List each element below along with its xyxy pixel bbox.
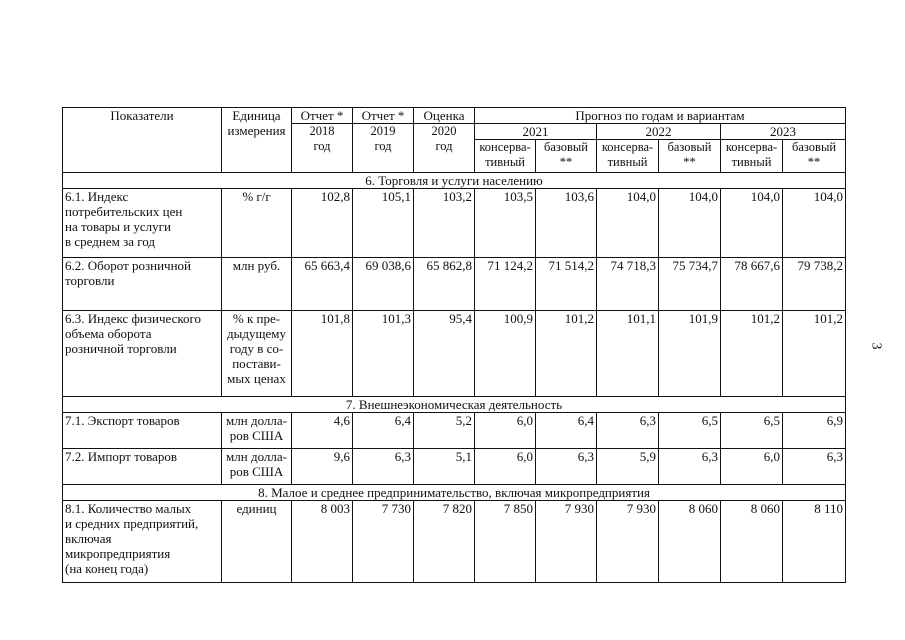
value-cell: 7 850 (475, 501, 536, 583)
header-year-2018: 2018 год (292, 124, 353, 173)
value-cell: 103,5 (475, 189, 536, 258)
value-cell: 101,9 (659, 311, 721, 397)
header-variant-conservative: консерва- тивный (597, 140, 659, 173)
value-cell: 104,0 (721, 189, 783, 258)
header-year-2020: 2020 год (414, 124, 475, 173)
header-forecast: Прогноз по годам и вариантам (475, 108, 846, 124)
table-row (63, 413, 846, 449)
value-cell: 5,9 (597, 449, 659, 485)
value-cell: 95,4 (414, 311, 475, 397)
page-number: 3 (868, 342, 884, 350)
value-cell: 101,3 (353, 311, 414, 397)
value-cell: 7 930 (536, 501, 597, 583)
section-title: 8. Малое и среднее предпринимательство, включая микропредприятия (63, 485, 846, 501)
header-variant-conservative: консерва- тивный (721, 140, 783, 173)
value-cell: 79 738,2 (783, 258, 846, 311)
row-indicator: 7.2. Импорт товаров (63, 449, 222, 485)
value-cell: 6,4 (536, 413, 597, 449)
header-variant-conservative: консерва- тивный (475, 140, 536, 173)
table-row (63, 189, 846, 258)
value-cell: 8 003 (292, 501, 353, 583)
value-cell: 100,9 (475, 311, 536, 397)
row-unit: единиц (222, 501, 292, 583)
value-cell: 105,1 (353, 189, 414, 258)
value-cell: 6,5 (721, 413, 783, 449)
header-indicator: Показатели (63, 108, 222, 173)
value-cell: 6,0 (475, 449, 536, 485)
row-unit: % г/г (222, 189, 292, 258)
row-indicator: 6.3. Индекс физического объема оборота розничной торговли (63, 311, 222, 397)
row-unit: млн долла- ров США (222, 413, 292, 449)
row-unit: % к пре- дыдущему году в со- постави- мых ценах (222, 311, 292, 397)
header-year-2021: 2021 (475, 124, 597, 140)
value-cell: 8 060 (721, 501, 783, 583)
value-cell: 5,2 (414, 413, 475, 449)
header-row-1 (63, 108, 846, 124)
row-unit: млн долла- ров США (222, 449, 292, 485)
value-cell: 75 734,7 (659, 258, 721, 311)
header-year-2022: 2022 (597, 124, 721, 140)
value-cell: 101,2 (783, 311, 846, 397)
value-cell: 6,4 (353, 413, 414, 449)
value-cell: 7 730 (353, 501, 414, 583)
section-title: 6. Торговля и услуги населению (63, 173, 846, 189)
header-year-2019: 2019 год (353, 124, 414, 173)
value-cell: 4,6 (292, 413, 353, 449)
value-cell: 6,3 (597, 413, 659, 449)
header-variant-base: базовый ** (659, 140, 721, 173)
header-estimate-2020: Оценка (414, 108, 475, 124)
section-heading (63, 485, 846, 501)
value-cell: 6,3 (536, 449, 597, 485)
header-report-2018: Отчет * (292, 108, 353, 124)
value-cell: 104,0 (783, 189, 846, 258)
row-indicator: 8.1. Количество малых и средних предприятий, включая микропредприятия (на конец года) (63, 501, 222, 583)
value-cell: 6,9 (783, 413, 846, 449)
value-cell: 9,6 (292, 449, 353, 485)
header-variant-base: базовый ** (783, 140, 846, 173)
value-cell: 6,3 (353, 449, 414, 485)
value-cell: 7 930 (597, 501, 659, 583)
header-variant-base: базовый ** (536, 140, 597, 173)
section-heading (63, 397, 846, 413)
value-cell: 65 862,8 (414, 258, 475, 311)
value-cell: 6,5 (659, 413, 721, 449)
table-row (63, 449, 846, 485)
value-cell: 101,2 (536, 311, 597, 397)
value-cell: 65 663,4 (292, 258, 353, 311)
value-cell: 6,0 (475, 413, 536, 449)
header-report-2019: Отчет * (353, 108, 414, 124)
row-unit: млн руб. (222, 258, 292, 311)
header-unit: Единица измерения (222, 108, 292, 173)
value-cell: 103,2 (414, 189, 475, 258)
value-cell: 8 110 (783, 501, 846, 583)
row-indicator: 6.1. Индекс потребительских цен на товары и услуги в среднем за год (63, 189, 222, 258)
section-heading (63, 173, 846, 189)
section-title: 7. Внешнеэкономическая деятельность (63, 397, 846, 413)
header-year-2023: 2023 (721, 124, 846, 140)
value-cell: 104,0 (659, 189, 721, 258)
table-row (63, 258, 846, 311)
row-indicator: 7.1. Экспорт товаров (63, 413, 222, 449)
table-row (63, 311, 846, 397)
forecast-table (62, 107, 846, 583)
value-cell: 5,1 (414, 449, 475, 485)
value-cell: 103,6 (536, 189, 597, 258)
value-cell: 7 820 (414, 501, 475, 583)
value-cell: 101,2 (721, 311, 783, 397)
row-indicator: 6.2. Оборот розничной торговли (63, 258, 222, 311)
value-cell: 101,8 (292, 311, 353, 397)
value-cell: 6,0 (721, 449, 783, 485)
value-cell: 101,1 (597, 311, 659, 397)
value-cell: 71 124,2 (475, 258, 536, 311)
value-cell: 102,8 (292, 189, 353, 258)
value-cell: 6,3 (659, 449, 721, 485)
value-cell: 104,0 (597, 189, 659, 258)
table-row (63, 501, 846, 583)
value-cell: 8 060 (659, 501, 721, 583)
value-cell: 6,3 (783, 449, 846, 485)
value-cell: 71 514,2 (536, 258, 597, 311)
value-cell: 78 667,6 (721, 258, 783, 311)
value-cell: 69 038,6 (353, 258, 414, 311)
value-cell: 74 718,3 (597, 258, 659, 311)
